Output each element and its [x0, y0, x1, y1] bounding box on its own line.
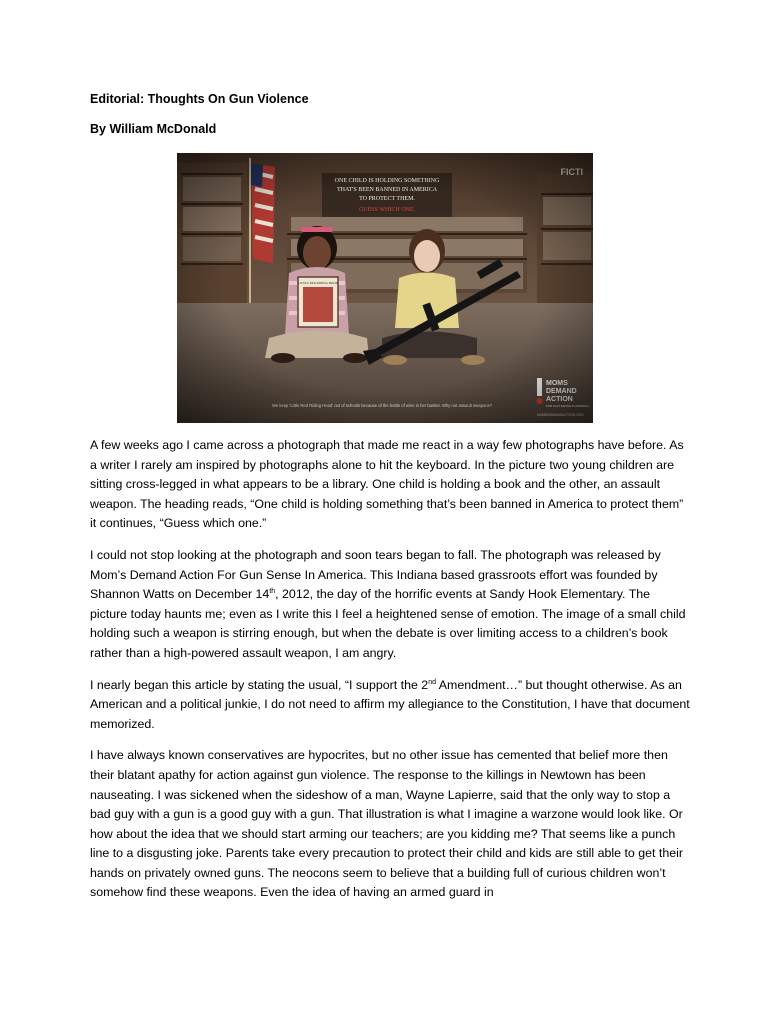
paragraph-1: A few weeks ago I came across a photograph that made me react in a way few photographs have before. As a writer I rarely am inspired by photographs alone to hit the keyboard. In the picture two young children are sitting cross-legged in what appears to be a library. One child is holding a book and the other, an assault weapon. The heading reads, “One child is holding something that’s been banned in America to protect them” it continues, “Guess which one.”	[90, 438, 684, 531]
ordinal-suffix: th	[269, 588, 276, 596]
paragraph-2-text-a: I could not stop looking at the photograph and soon tears began to fall. The photograph was released by Mom’s Demand Action For Gun Sense In America. This Indiana based grassroots effort was founded by Shannon Watts on December 14	[90, 547, 661, 602]
article-body	[90, 436, 690, 915]
document-title: Editorial: Thoughts On Gun Violence	[90, 92, 309, 106]
paragraph-3-text-b: Amendment…” but thought otherwise. As an American and a political junkie, I do not need to affirm my allegiance to the Constitution, I have that document memorized.	[90, 677, 690, 731]
paragraph-2	[90, 546, 690, 664]
paragraph-3-text-a: I nearly began this article by stating the usual, “I support the 2	[90, 677, 429, 692]
author-byline: By William McDonald	[90, 122, 217, 136]
ordinal-suffix: nd	[428, 678, 436, 686]
editorial-photograph	[177, 153, 593, 423]
paragraph-4: I have always known conservatives are hypocrites, but no other issue has cemented that belief more then their blatant apathy for action against gun violence. The response to the killings in Newtown has been nauseating. I was sickened when the sideshow of a man, Wayne Lapierre, said that the only way to stop a bad guy with a gun is a good guy with a gun. That illustration is what I imagine a warzone would look like. Or how about the idea that we should start arming our teachers; are you kidding me? That seems like a punch line to a disgusting joke. Parents take every precaution to protect their child and kids are still able to get their hands on privately owned guns. The neocons seem to believe that a building full of curious children won’t somehow find these weapons. Even the idea of having an armed guard in	[90, 748, 684, 900]
paragraph-2-text-b: , 2012, the day of the horrific events at Sandy Hook Elementary. The picture today haunts me; even as I write this I feel a heightened sense of emotion. The image of a small child holding such a weapon is stirring enough, but when the debate is over limiting access to a children’s book rather than a high-powered assault weapon, I am angry.	[90, 587, 686, 660]
paragraph-3	[90, 676, 690, 735]
